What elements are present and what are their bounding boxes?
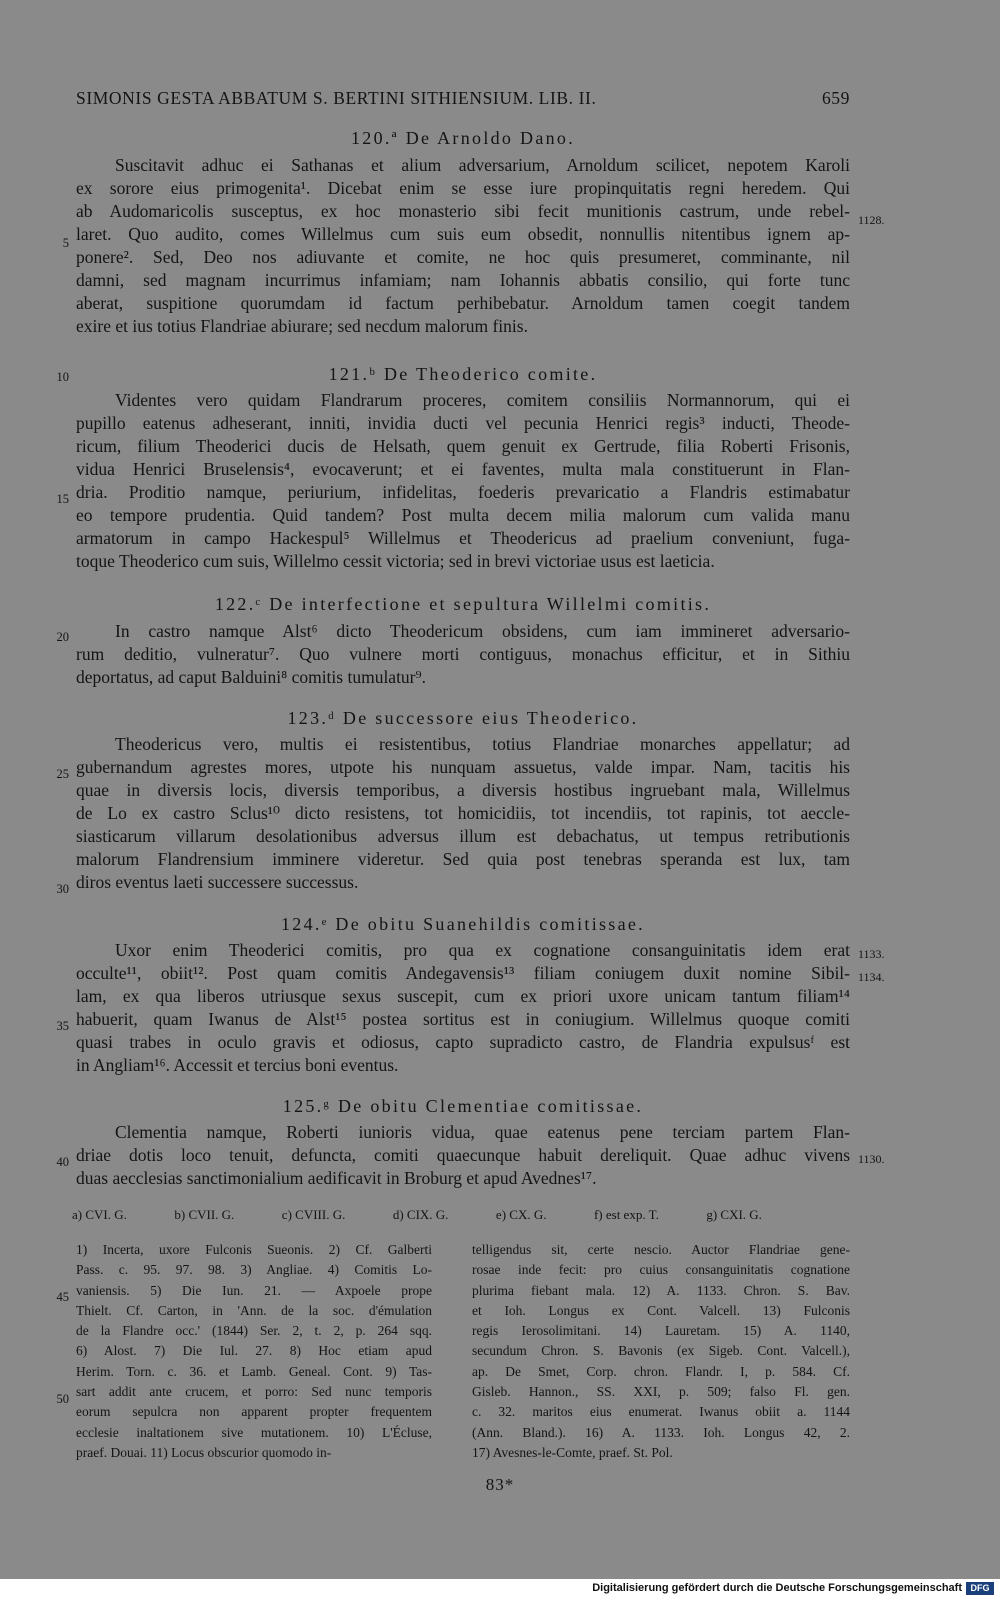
text-line: occulte¹¹, obiit¹². Post quam comitis Andegavensis¹³ filiam coniugem duxit nomine Sibil- [76, 963, 850, 983]
digitization-footer [0, 1579, 1000, 1599]
footnote-line: regis Ierosolimitani. 14) Lauretam. 15) A. 1140, [472, 1323, 850, 1339]
variant-note: a) CVI. G. [72, 1207, 127, 1222]
running-header [76, 88, 850, 109]
margin-year: 1133. [858, 947, 885, 961]
text-line: rum deditio, vulneratur⁷. Quo vulnere morti contiguus, monachus efficitur, et in Sithiu [76, 644, 850, 664]
dfg-logo[interactable]: DFG [966, 1582, 994, 1595]
footnote-line: de la Flandre occ.' (1844) Ser. 2, t. 2, p. 264 sqq. [76, 1323, 432, 1339]
footnotes-right-column [472, 1240, 850, 1463]
footnote-line: 1) Incerta, uxore Fulconis Sueonis. 2) Cf. Galberti [76, 1242, 432, 1257]
text-line: driae dotis loco tenuit, defuncta, comiti quaecunque habuit dereliquit. Quae adhuc vivens [76, 1145, 850, 1165]
text-line: laret. Quo audito, comes Willelmus cum suis eum obsedit, nonnullis nitentibus ignem ap- [76, 224, 850, 244]
running-title: SIMONIS GESTA ABBATUM S. BERTINI SITHIENSIUM. LIB. II. [76, 88, 597, 108]
footnote-line: vaniensis. 5) Die Iun. 21. — Axpoele prope [76, 1282, 432, 1298]
chapter-heading: 122.ᶜ De interfectione et sepultura Willelmi comitis. [214, 594, 712, 614]
footnote-line: secundum Chron. S. Bavonis (ex Sigeb. Cont. Valcell.), [472, 1343, 850, 1359]
text-line: Theodericus vero, multis ei resistentibus, totius Flandriae monarches appellatur; ad [115, 734, 850, 754]
text-line: malorum Flandrensium imminere videretur. Sed quia post tenebras speranda est lux, tam [76, 849, 850, 869]
footnote-line: (Ann. Bland.). 16) A. 1133. Ioh. Longus 42, 2. [472, 1424, 850, 1440]
text-line: vidua Henrici Bruselensis⁴, evocaverunt; et ei faventes, multa mala constituerunt in Flan- [76, 459, 850, 479]
text-line: Suscitavit adhuc ei Sathanas et alium adversarium, Arnoldum scilicet, nepotem Karoli [115, 155, 850, 175]
footnote-line: plurima fiebant mala. 12) A. 1133. Chron. S. Bav. [472, 1282, 850, 1298]
footnote-line: Herim. Torn. c. 36. et Lamb. Geneal. Cont. 9) Tas- [76, 1363, 432, 1379]
text-line: dria. Proditio namque, periurium, infidelitas, foederis prevaricatio a Flandris estimabatur [76, 482, 850, 502]
text-line: ex sorore eius primogenita¹. Dicebat enim se esse iure propinquitatis regni heredem. Qui [76, 178, 850, 198]
line-number: 20 [56, 630, 69, 644]
page-number: 659 [821, 88, 850, 108]
text-line: armatorum in campo Hackespul⁵ Willelmus et Theodericus ad praelium conveniunt, fuga- [76, 528, 850, 548]
variant-note: g) CXI. G. [706, 1207, 762, 1222]
variant-note: f) est exp. T. [593, 1207, 659, 1222]
footnote-line: ap. De Smet, Corp. chron. Flandr. I, p. 584. Cf. [472, 1363, 850, 1379]
margin-year: 1128. [858, 213, 885, 227]
text-line: damni, sed magnam incurrimus infamiam; nam Iohannis abbatis consilio, qui forte tunc [76, 270, 850, 290]
text-line: toque Theoderico cum suis, Willelmo cessit victoria; sed in brevi victoriae usus est laeticia. [76, 551, 715, 571]
variant-note: c) CVIII. G. [281, 1207, 346, 1222]
line-number: 25 [56, 767, 69, 781]
text-line: Videntes vero quidam Flandrarum proceres, comitem consiliis Normannorum, qui ei [115, 390, 850, 410]
line-number: 40 [56, 1155, 69, 1169]
line-number: 15 [56, 492, 69, 506]
footnote-line: Thielt. Cf. Carton, in 'Ann. de la soc. d'émulation [76, 1302, 432, 1318]
footnotes-left-column [76, 1240, 432, 1463]
text-line: pupillo eatenus adheserant, inniti, invidia ducti vel pecunia Henrici regis³ inducti, Theode- [76, 413, 850, 433]
text-line: quasi trabes in oculo gravis et odiosus, capto supradicto castro, de Flandria expulsusᶠ est [76, 1032, 850, 1052]
footnote-line: Gisleb. Hannon., SS. XXI, p. 509; falso Fl. gen. [472, 1384, 850, 1400]
text-line: habuerit, quam Iwanus de Alst¹⁵ postea sortitus est in coniugium. Willelmus quoque comiti [76, 1009, 850, 1029]
footnote-line: ecclesie inaltationem sive mutationem. 10) L'Écluse, [76, 1424, 432, 1440]
text-line: in Angliam¹⁶. Accessit et tercius boni eventus. [76, 1055, 399, 1075]
text-line: diros eventus laeti successere successus. [76, 872, 359, 892]
variant-note: e) CX. G. [495, 1207, 547, 1222]
line-number: 35 [56, 1019, 69, 1033]
line-number: 5 [62, 236, 69, 250]
chapter-heading: 124.ᵉ De obitu Suanehildis comitissae. [281, 914, 645, 934]
text-line: duas aecclesias sanctimonialium aedificavit in Broburg et apud Avednes¹⁷. [76, 1168, 597, 1188]
text-line: siasticarum villarum desolationibus adversus illum est debachatus, ut tempus retributionis [76, 826, 850, 846]
footnote-line: sart addit ante crucem, et porro: Sed nunc temporis [76, 1384, 432, 1400]
margin-year: 1130. [858, 1152, 885, 1166]
text-line: ponere². Sed, Deo nos adiuvante et comite, ne hoc quis presumeret, comminante, nil [76, 247, 850, 267]
text-line: aberat, suspitione quorumdam id factum perhibebatur. Arnoldum tamen coegit tandem [76, 293, 850, 313]
text-line: de Lo ex castro Sclus¹⁰ dicto resistens, tot homicidiis, tot incendiis, tot rapinis, tot aeccle- [76, 803, 850, 823]
footnote-line: 6) Alost. 7) Die Iul. 27. 8) Hoc etiam apud [76, 1343, 432, 1359]
text-line: Clementia namque, Roberti iunioris vidua, quae eatenus pene terciam partem Flan- [115, 1122, 850, 1142]
text-line: Uxor enim Theoderici comitis, pro qua ex cognatione consanguinitatis idem erat [115, 940, 850, 960]
line-number: 50 [56, 1392, 69, 1406]
footnote-line: 17) Avesnes-le-Comte, praef. St. Pol. [472, 1444, 673, 1460]
line-number: 45 [56, 1290, 69, 1304]
variant-readings [72, 1207, 762, 1223]
signature-mark: 83* [485, 1475, 515, 1494]
footnote-line: rosae inde fecit: pro cuius consanguinitatis cognatione [472, 1262, 850, 1278]
chapter-heading: 120.ª De Arnoldo Dano. [350, 128, 576, 148]
text-line: quae in diversis locis, diversis temporibus, a diversis hostibus ingruebant mala, Willelmus [76, 780, 850, 800]
text-line: ricum, filium Theoderici ducis de Helsath, quem genuit ex Gertrude, filia Roberti Frisonis, [76, 436, 850, 456]
footnote-line: praef. Douai. 11) Locus obscurior quomodo in- [76, 1444, 332, 1460]
text-line: deportatus, ad caput Balduini⁸ comitis tumulatur⁹. [76, 667, 426, 687]
line-number: 30 [56, 882, 69, 896]
variant-note: b) CVII. G. [174, 1207, 235, 1222]
text-line: ab Audomaricolis susceptus, ex hoc monasterio sibi fecit munitionis castrum, unde rebel- [76, 201, 850, 221]
chapter-heading: 121.ᵇ De Theoderico comite. [328, 364, 598, 384]
footnote-line: et Ioh. Longus ex Cont. Valcell. 13) Fulconis [472, 1302, 850, 1318]
footnote-line: Pass. c. 95. 97. 98. 3) Angliae. 4) Comitis Lo- [76, 1262, 432, 1278]
footnote-line: eorum sepulcra non apparent propter frequentem [76, 1404, 432, 1420]
text-line: eo tempore prudentia. Quid tandem? Post multa decem milia malorum cum valida manu [76, 505, 850, 525]
footnote-line: telligendus sit, certe nescio. Auctor Flandriae gene- [472, 1242, 850, 1257]
chapter-heading: 123.ᵈ De successore eius Theoderico. [287, 708, 639, 728]
text-line: lam, ex qua liberos utriusque sexus suscepit, cum ex priori uxore unicam tantum filiam¹⁴ [76, 986, 850, 1006]
chapter-heading: 125.ᵍ De obitu Clementiae comitissae. [282, 1096, 644, 1116]
footnote-line: c. 32. maritos eius enumerat. Iwanus obiit a. 1144 [472, 1404, 850, 1420]
text-line: In castro namque Alst⁶ dicto Theodericum obsidens, cum iam immineret adversario- [115, 621, 850, 641]
variant-note: d) CIX. G. [392, 1207, 449, 1222]
line-number: 10 [56, 370, 69, 384]
funding-notice: Digitalisierung gefördert durch die Deutsche Forschungsgemeinschaft [592, 1582, 962, 1594]
margin-year: 1134. [858, 970, 885, 984]
text-line: gubernandum agrestes mores, utpote his nunquam assuetus, valde impar. Nam, tacitis his [76, 757, 850, 777]
text-line: exire et ius totius Flandriae abiurare; sed necdum malorum finis. [76, 316, 528, 336]
